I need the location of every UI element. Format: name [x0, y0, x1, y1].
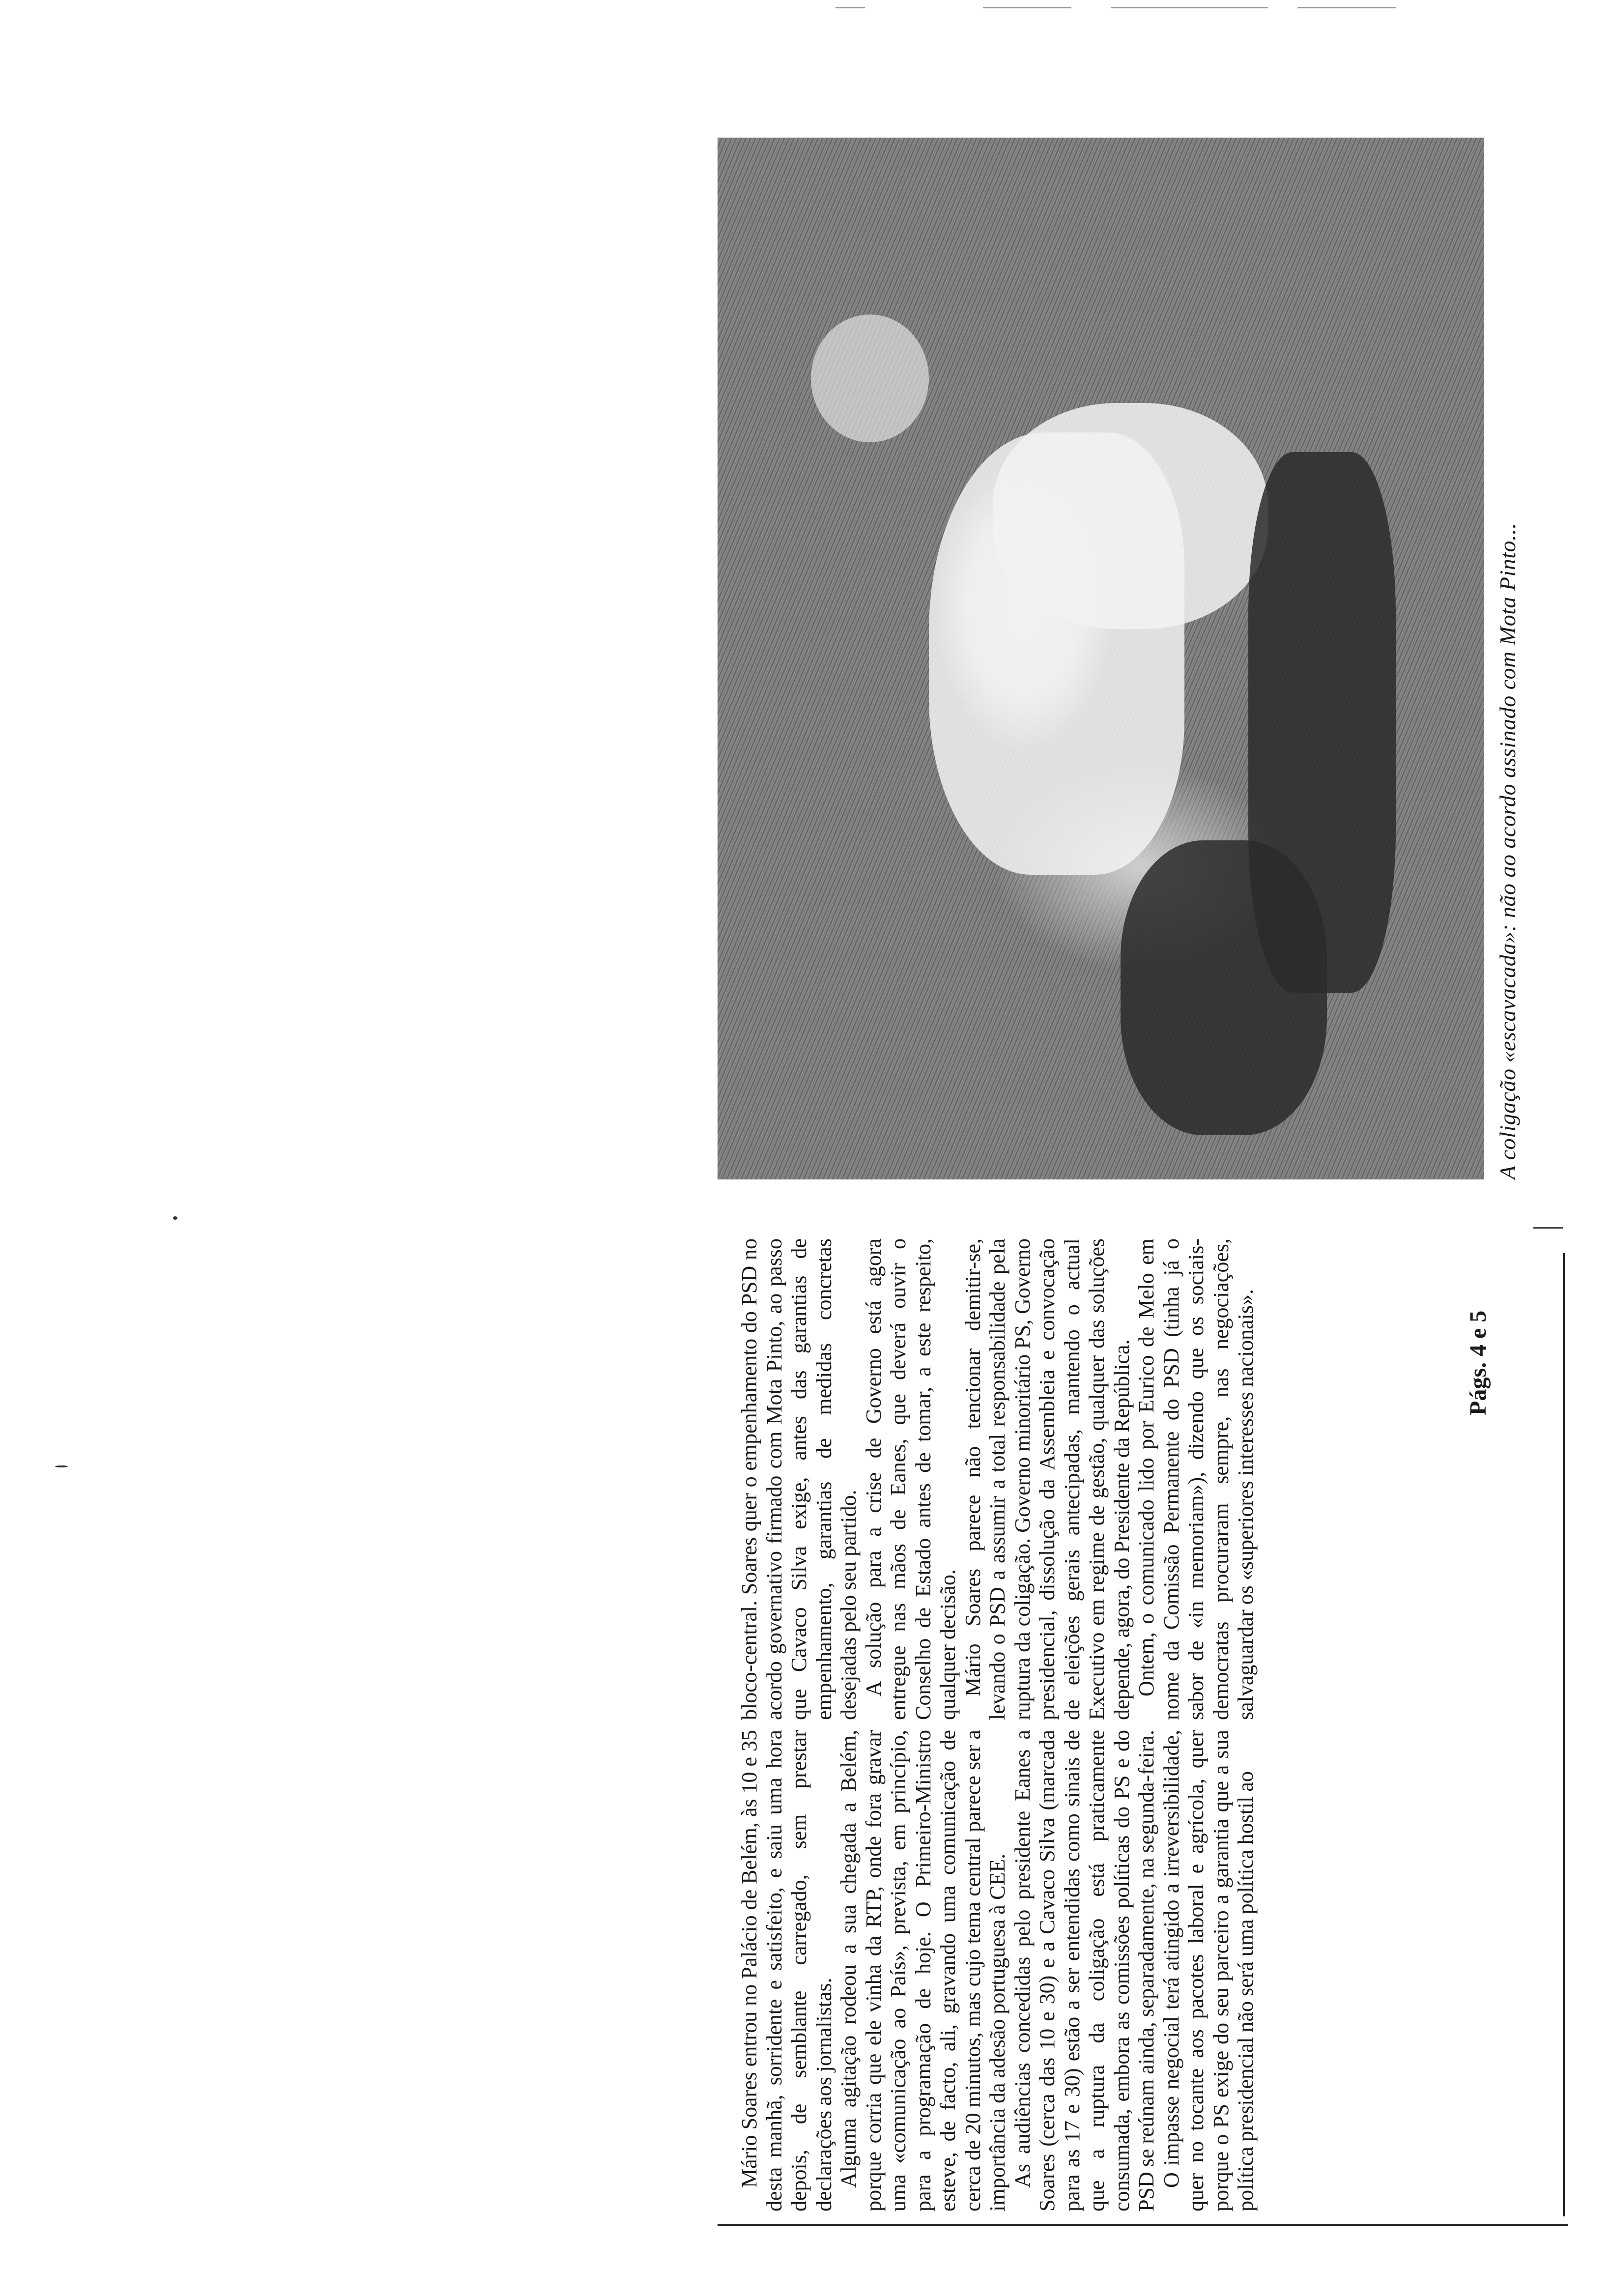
scan-speck — [55, 1465, 68, 1467]
article-paragraph: O impasse negocial terá atingido a irreversibilidade, quer no tocante aos pacotes laboral e agrícola, quer porque o PS exige do seu parceiro a garantia que a sua política presidencial não será uma política hostil ao — [1159, 1730, 1258, 2211]
scan-artifact-line — [1111, 7, 1268, 8]
column-rule — [1533, 1227, 1563, 1229]
scan-speck — [173, 1216, 177, 1220]
photo-figure — [1248, 452, 1396, 993]
article-paragraph: A solução para a crise de Governo está agora entregue nas mãos de Eanes, que deverá ouvir o Conselho de Estado antes de tomar, a este respeito, qualquer decisão. — [861, 1238, 960, 1720]
column-rule — [1563, 1253, 1565, 2216]
article-paragraph: bloco-central. Soares quer o empenhamento do PSD no acordo governativo firmado com Mota Pinto, ao passo que Cavaco Silva exige, antes das garantias de empenhamento, garantias de medidas concretas desejadas pelo seu partido. — [737, 1238, 861, 1720]
article-paragraph: Mário Soares entrou no Palácio de Belém, às 10 e 35 desta manhã, sorridente e satisfeito, e saiu uma hora depois, de semblante carregado, sem prestar declarações aos jornalistas. — [737, 1730, 836, 2211]
scan-artifact-line — [983, 7, 1071, 8]
scan-artifact-line — [835, 7, 865, 8]
newspaper-clipping — [718, 98, 1592, 2211]
page-reference: Págs. 4 e 5 — [1465, 1310, 1491, 1415]
article-paragraph: Mário Soares parece não tencionar demitir-se, levando o PSD a assumir a total responsabilidade pela ruptura da coligação. Governo minoritário PS, Governo presidencial, dissolução da Assembleia e convocação de eleições gerais antecipadas, mantendo o actual Executivo em regime de gestão, qualquer das soluções depende, agora, do Presidente da República. — [960, 1238, 1134, 1720]
photo-caption: A coligação «escavacada»: não ao acordo assinado com Mota Pinto... — [1495, 522, 1520, 1179]
column-rule — [718, 2224, 1568, 2226]
article-paragraph: Ontem, o comunicado lido por Eurico de Melo em nome da Comissão Permanente do PSD (tinha já o sabor de «in memoriam»), dizendo que os sociais-democratas procuraram sempre, nas negociações, salvaguardar os «superiores interesses nacionais». — [1134, 1238, 1258, 1720]
photo-figure — [811, 315, 929, 442]
article-paragraph: As audiências concedidas pelo presidente Eanes a Soares (cerca das 10 e 30) e a Cavaco Silva (marcada para as 17 e 30) estão a ser entendidas como sinais de que a ruptura da coligação está praticamente consumada, embora as comissões políticas do PS e do PSD se reúnam ainda, separadamente, na segunda-feira. — [1010, 1730, 1158, 2211]
photo-figure — [993, 403, 1268, 629]
article-paragraph: Alguma agitação rodeou a sua chegada a Belém, porque corria que ele vinha da RTP, onde fora gravar uma «comunicação ao País», prevista, em princípio, para a programação de hoje. O Primeiro-Ministro esteve, de facto, ali, gravando uma comunicação de cerca de 20 minutos, mas cujo tema central parece ser a importância da adesão portuguesa à CEE. — [836, 1730, 1009, 2211]
article-column-2 — [737, 1238, 1259, 1720]
news-photo — [718, 138, 1484, 1179]
scan-artifact-line — [1297, 7, 1396, 8]
article-column-1 — [737, 1730, 1259, 2211]
